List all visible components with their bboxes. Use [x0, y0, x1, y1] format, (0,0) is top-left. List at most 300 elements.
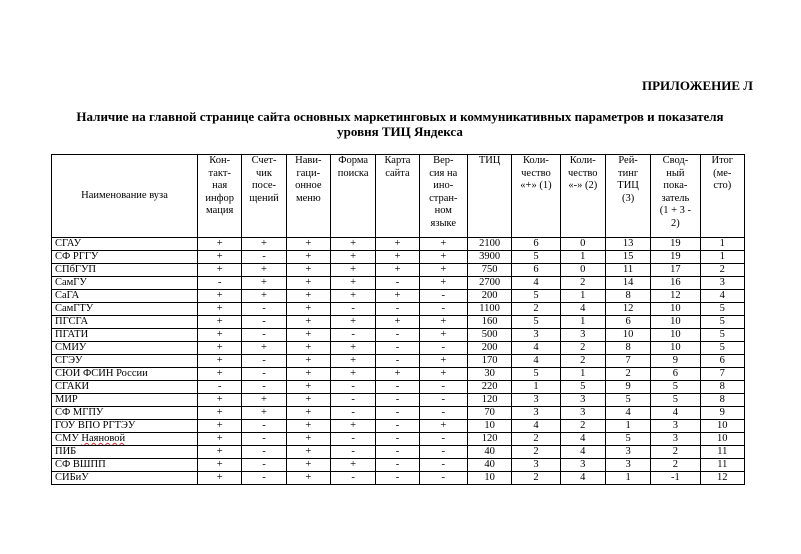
table-cell: - [330, 381, 375, 394]
table-cell: 7 [700, 368, 744, 381]
table-cell: 10 [700, 433, 744, 446]
table-cell: + [198, 238, 242, 251]
table-cell: + [376, 290, 419, 303]
university-name-cell: СГАКИ [52, 381, 198, 394]
header-line: чество [567, 167, 598, 179]
document-title [40, 109, 760, 139]
table-cell: + [286, 277, 330, 290]
table-cell: + [286, 446, 330, 459]
table-cell: - [330, 472, 375, 485]
table-cell: + [198, 472, 242, 485]
appendix-label: ПРИЛОЖЕНИЕ Л [642, 78, 753, 93]
table-cell: 2 [560, 420, 605, 433]
table-cell: 4 [605, 407, 650, 420]
table-cell: - [330, 329, 375, 342]
header-line: (1 + 3 - [659, 205, 692, 216]
table-row [52, 368, 745, 381]
header-line: Коли- [522, 155, 549, 166]
table-cell: - [419, 290, 467, 303]
table-cell: - [242, 303, 286, 316]
header-line: ТИЦ [478, 155, 501, 166]
table-cell: 2 [512, 472, 560, 485]
table-cell: - [242, 459, 286, 472]
table-row [52, 446, 745, 459]
table-cell: + [198, 329, 242, 342]
table-body [52, 238, 745, 485]
header-university-name [52, 155, 198, 238]
table-cell: 10 [605, 329, 650, 342]
table-cell: 2 [700, 264, 744, 277]
table-cell: + [242, 277, 286, 290]
table-cell: 3 [512, 407, 560, 420]
table-cell: 4 [512, 420, 560, 433]
table-cell: 3 [512, 394, 560, 407]
table-cell: - [376, 303, 419, 316]
table-cell: + [286, 290, 330, 303]
header-line: Наименование вуза [81, 189, 168, 201]
header-line: мация [206, 205, 234, 216]
header-line: меню [295, 192, 321, 204]
table-cell: 7 [605, 355, 650, 368]
table-cell: + [330, 251, 375, 264]
table-cell: + [330, 264, 375, 277]
table-row [52, 381, 745, 394]
table-cell: + [419, 329, 467, 342]
header-line: ный [666, 167, 685, 179]
table-cell: + [286, 238, 330, 251]
university-name-cell: СГАУ [52, 238, 198, 251]
table-cell: + [376, 251, 419, 264]
table-cell: - [330, 407, 375, 420]
table-cell: 4 [512, 342, 560, 355]
table-cell: 5 [512, 290, 560, 303]
table-cell: + [286, 472, 330, 485]
table-cell: - [376, 342, 419, 355]
table-cell: - [198, 277, 242, 290]
table-cell: - [376, 459, 419, 472]
header-line: (ме- [713, 167, 732, 179]
table-cell: + [286, 329, 330, 342]
table-cell: - [419, 407, 467, 420]
table-cell: - [242, 446, 286, 459]
table-cell: 3 [605, 446, 650, 459]
table-cell: + [419, 264, 467, 277]
table-cell: 6 [651, 368, 700, 381]
table-cell: 2 [560, 277, 605, 290]
table-cell: 30 [467, 368, 511, 381]
table-cell: 12 [651, 290, 700, 303]
table-cell: 9 [651, 355, 700, 368]
title-line-2: уровня ТИЦ Яндекса [337, 124, 463, 139]
table-cell: - [376, 381, 419, 394]
header-line: Свод- [662, 155, 689, 166]
header-line: инфор [205, 192, 234, 204]
table-cell: + [419, 368, 467, 381]
table-row [52, 277, 745, 290]
table-cell: 10 [700, 420, 744, 433]
table-cell: + [198, 316, 242, 329]
table-cell: + [286, 433, 330, 446]
table-row [52, 316, 745, 329]
table-cell: + [286, 264, 330, 277]
table-cell: + [242, 407, 286, 420]
table-cell: - [419, 433, 467, 446]
table-cell: 16 [651, 277, 700, 290]
table-cell: + [198, 251, 242, 264]
table-cell: 2 [651, 459, 700, 472]
table-row [52, 264, 745, 277]
table-cell: + [198, 290, 242, 303]
university-name-cell: СМИУ [52, 342, 198, 355]
table-row [52, 420, 745, 433]
column-header [512, 155, 560, 238]
table-cell: + [242, 264, 286, 277]
table-cell: 3 [560, 459, 605, 472]
column-header [467, 155, 511, 238]
table-cell: 2 [605, 368, 650, 381]
table-cell: + [330, 420, 375, 433]
table-cell: + [330, 277, 375, 290]
universities-table [51, 154, 745, 485]
table-cell: 4 [512, 277, 560, 290]
table-cell: + [286, 342, 330, 355]
column-header [605, 155, 650, 238]
table-cell: + [198, 446, 242, 459]
column-header [242, 155, 286, 238]
table-row [52, 251, 745, 264]
table-cell: 40 [467, 446, 511, 459]
table-cell: 8 [605, 342, 650, 355]
table-cell: 9 [605, 381, 650, 394]
header-line: посе- [251, 180, 277, 191]
table-cell: - [376, 407, 419, 420]
table-cell: - [242, 420, 286, 433]
table-cell: - [376, 433, 419, 446]
table-cell: 5 [512, 251, 560, 264]
table-cell: 0 [560, 264, 605, 277]
table-cell: 3 [560, 407, 605, 420]
table-row [52, 472, 745, 485]
table-cell: 8 [700, 381, 744, 394]
table-cell: 4 [560, 303, 605, 316]
header-line: Коли- [569, 155, 596, 166]
table-cell: 750 [467, 264, 511, 277]
table-cell: 0 [560, 238, 605, 251]
header-line: Кон- [209, 155, 231, 166]
table-cell: + [198, 433, 242, 446]
table-cell: - [376, 355, 419, 368]
table-cell: 3 [560, 394, 605, 407]
table-cell: - [330, 394, 375, 407]
table-cell: 3 [651, 433, 700, 446]
header-row [52, 155, 745, 238]
table-cell: + [419, 238, 467, 251]
table-cell: 3900 [467, 251, 511, 264]
table-cell: + [242, 342, 286, 355]
table-cell: - [242, 472, 286, 485]
table-cell: 9 [700, 407, 744, 420]
table-cell: - [242, 329, 286, 342]
column-header [651, 155, 700, 238]
university-name-cell: СаГА [52, 290, 198, 303]
table-cell: + [330, 368, 375, 381]
table-cell: 1100 [467, 303, 511, 316]
header-line: «-» (2) [568, 180, 598, 191]
table-cell: + [242, 394, 286, 407]
table-cell: - [330, 303, 375, 316]
table-cell: + [198, 303, 242, 316]
header-line: поиска [337, 167, 369, 179]
table-row [52, 433, 745, 446]
header-line: онное [295, 180, 322, 191]
header-line: ино- [433, 180, 454, 191]
university-name-cell: СЮИ ФСИН России [52, 368, 198, 381]
table-cell: + [198, 407, 242, 420]
table-cell: 12 [700, 472, 744, 485]
table-cell: 14 [605, 277, 650, 290]
header-line: (3) [621, 192, 635, 204]
table-row [52, 303, 745, 316]
university-name-cell: ПИБ [52, 446, 198, 459]
table-cell: 4 [560, 446, 605, 459]
table-cell: 17 [651, 264, 700, 277]
university-name-cell: СИБиУ [52, 472, 198, 485]
table-cell: + [419, 420, 467, 433]
table-cell: 2100 [467, 238, 511, 251]
table-cell: - [376, 277, 419, 290]
table-cell: + [419, 355, 467, 368]
header-line: Карта [384, 155, 411, 166]
table-cell: - [419, 303, 467, 316]
header-line: языке [430, 217, 457, 229]
table-cell: + [286, 394, 330, 407]
table-cell: + [419, 251, 467, 264]
table-cell: 5 [651, 394, 700, 407]
column-header [700, 155, 744, 238]
header-line: Нави- [295, 155, 322, 166]
table-cell: 5 [700, 303, 744, 316]
table-cell: 3 [605, 459, 650, 472]
header-line: 2) [671, 217, 680, 229]
header-line: Счет- [251, 155, 277, 166]
table-cell: + [242, 238, 286, 251]
table-cell: 5 [700, 316, 744, 329]
table-cell: 3 [700, 277, 744, 290]
table-cell: 10 [651, 303, 700, 316]
header-line: пока- [663, 180, 688, 191]
table-cell: + [330, 355, 375, 368]
column-header [286, 155, 330, 238]
table-cell: + [286, 459, 330, 472]
table-cell: + [376, 316, 419, 329]
table-cell: + [286, 303, 330, 316]
column-header [419, 155, 467, 238]
header-line: сайта [385, 167, 410, 179]
table-cell: 6 [512, 264, 560, 277]
title-line-1: Наличие на главной странице сайта основных маркетинговых и коммуникативных параметров и показателя [76, 109, 724, 124]
table-cell: + [286, 316, 330, 329]
table-cell: - [198, 381, 242, 394]
table-cell: 3 [512, 329, 560, 342]
table-cell: - [419, 381, 467, 394]
table-cell: 1 [605, 420, 650, 433]
table-cell: + [330, 238, 375, 251]
column-header [560, 155, 605, 238]
table-cell: 12 [605, 303, 650, 316]
table-cell: + [198, 264, 242, 277]
table-cell: 1 [700, 251, 744, 264]
table-cell: + [376, 264, 419, 277]
table-cell: - [330, 446, 375, 459]
table-row [52, 342, 745, 355]
university-name-cell: СПбГУП [52, 264, 198, 277]
table-cell: 5 [512, 368, 560, 381]
table-row [52, 290, 745, 303]
header-line: тинг [618, 167, 639, 179]
header-line: ная [212, 180, 228, 191]
university-name-cell: ПГСГА [52, 316, 198, 329]
header-line: стран- [429, 192, 458, 204]
header-line: гаци- [296, 167, 321, 179]
table-cell: 3 [560, 329, 605, 342]
university-name-cell: МИР [52, 394, 198, 407]
table-cell: 120 [467, 394, 511, 407]
table-cell: 6 [605, 316, 650, 329]
table-cell: 10 [467, 472, 511, 485]
table-cell: 1 [512, 381, 560, 394]
table-cell: 170 [467, 355, 511, 368]
university-name-cell: СамГТУ [52, 303, 198, 316]
table-cell: - [376, 446, 419, 459]
table-cell: 2 [512, 303, 560, 316]
header-line: щений [249, 192, 279, 204]
university-name-cell: СГЭУ [52, 355, 198, 368]
table-cell: 1 [560, 251, 605, 264]
table-cell: - [419, 472, 467, 485]
table-cell: 5 [605, 433, 650, 446]
table-cell: + [198, 355, 242, 368]
table-cell: 160 [467, 316, 511, 329]
table-cell: - [419, 394, 467, 407]
table-cell: + [198, 420, 242, 433]
table-cell: 10 [651, 342, 700, 355]
table-cell: + [376, 368, 419, 381]
table-cell: 5 [605, 394, 650, 407]
table-cell: - [419, 446, 467, 459]
table-cell: 200 [467, 342, 511, 355]
table-cell: + [286, 355, 330, 368]
table-row [52, 355, 745, 368]
table-cell: - [242, 251, 286, 264]
table-cell: 8 [605, 290, 650, 303]
table-cell: + [286, 251, 330, 264]
table-cell: + [419, 277, 467, 290]
university-name-cell: СФ РГГУ [52, 251, 198, 264]
university-name-cell: СФ МГПУ [52, 407, 198, 420]
table-cell: + [198, 342, 242, 355]
table-cell: - [376, 420, 419, 433]
table-cell: 6 [700, 355, 744, 368]
column-header [198, 155, 242, 238]
table-cell: - [242, 316, 286, 329]
table-cell: 19 [651, 238, 700, 251]
header-line: чество [521, 167, 551, 179]
column-header [376, 155, 419, 238]
table-cell: 4 [700, 290, 744, 303]
header-line: ТИЦ [617, 180, 639, 191]
table-cell: + [198, 459, 242, 472]
table-cell: - [376, 394, 419, 407]
table-cell: + [242, 290, 286, 303]
table-cell: + [330, 290, 375, 303]
university-name-cell: ПГАТИ [52, 329, 198, 342]
table-cell: - [242, 355, 286, 368]
table-cell: - [419, 459, 467, 472]
table-cell: + [286, 420, 330, 433]
table-cell: + [330, 342, 375, 355]
table-cell: 200 [467, 290, 511, 303]
table-cell: 2 [560, 342, 605, 355]
table-cell: 2700 [467, 277, 511, 290]
table-cell: 2 [512, 446, 560, 459]
table-cell: 120 [467, 433, 511, 446]
table-cell: 4 [560, 472, 605, 485]
table-cell: 4 [651, 407, 700, 420]
table-row [52, 394, 745, 407]
table-cell: 500 [467, 329, 511, 342]
table-cell: 5 [560, 381, 605, 394]
header-line: затель [661, 192, 690, 204]
table-cell: 70 [467, 407, 511, 420]
table-cell: 2 [560, 355, 605, 368]
table-cell: 15 [605, 251, 650, 264]
table-cell: 13 [605, 238, 650, 251]
header-line: сто) [713, 180, 732, 191]
header-line: сия на [429, 167, 458, 179]
table-cell: 3 [651, 420, 700, 433]
table-cell: + [419, 316, 467, 329]
table-cell: -1 [651, 472, 700, 485]
table-cell: 11 [700, 446, 744, 459]
table-cell: + [330, 459, 375, 472]
table-cell: 5 [512, 316, 560, 329]
table-cell: 2 [512, 433, 560, 446]
header-line: Итог [711, 155, 734, 166]
header-line: Форма [338, 155, 369, 166]
table-cell: + [330, 316, 375, 329]
table-cell: 3 [512, 459, 560, 472]
spellcheck-underline: Наяновой [81, 433, 126, 444]
table-cell: 4 [560, 433, 605, 446]
table-cell: 5 [700, 329, 744, 342]
table-cell: + [286, 368, 330, 381]
table-row [52, 329, 745, 342]
column-header [330, 155, 375, 238]
table-cell: 5 [700, 342, 744, 355]
table-cell: + [286, 381, 330, 394]
table-cell: 11 [700, 459, 744, 472]
table-cell: - [330, 433, 375, 446]
table-cell: 1 [560, 368, 605, 381]
table-cell: 1 [560, 290, 605, 303]
table-cell: 10 [651, 329, 700, 342]
university-name-cell: СФ ВШПП [52, 459, 198, 472]
table-cell: 1 [560, 316, 605, 329]
table-cell: 10 [467, 420, 511, 433]
table-cell: - [376, 329, 419, 342]
university-name-cell: ГОУ ВПО РГТЭУ [52, 420, 198, 433]
table-cell: 1 [605, 472, 650, 485]
